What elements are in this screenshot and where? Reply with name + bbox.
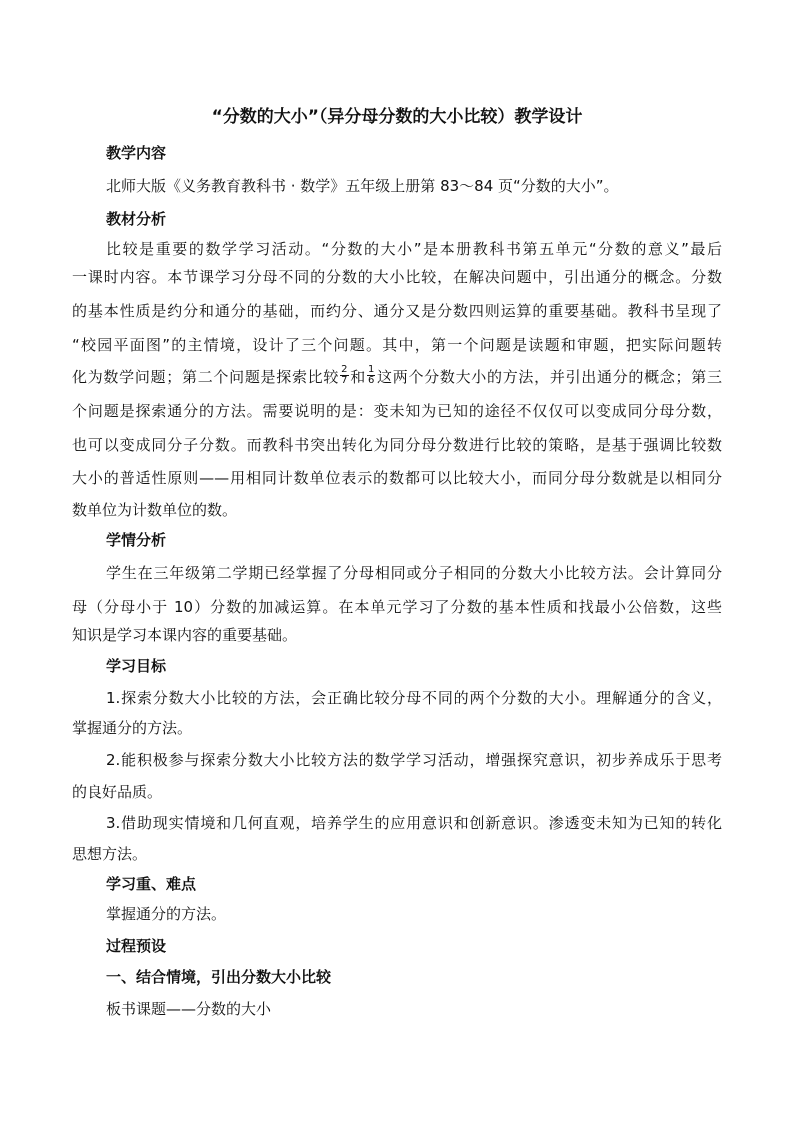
goal-line: 1.探索分数大小比较的方法，会正确比较分母不同的两个分数的大小。理解通分的含义， <box>106 689 722 707</box>
students-line: 学生在三年级第二学期已经掌握了分母相同或分子相同的分数大小比较方法。会计算同分 <box>106 564 722 582</box>
key-points-line: 掌握通分的方法。 <box>106 905 227 923</box>
material-line: 个问题是探索通分的方法。需要说明的是：变未知为已知的途径不仅仅可以变成同分母分数， <box>72 402 722 420</box>
heading-learning-goals: 学习目标 <box>106 657 167 675</box>
process-line: 板书课题——分数的大小 <box>106 1000 272 1018</box>
heading-process: 过程预设 <box>106 937 167 955</box>
goal-line: 3.借助现实情境和几何直观，培养学生的应用意识和创新意识。渗透变未知为已知的转化 <box>106 814 722 832</box>
material-line: “校园平面图”的主情境，设计了三个问题。其中，第一个问题是读题和审题，把实际问题转 <box>72 336 722 354</box>
fraction-numerator: 1 <box>367 364 375 375</box>
fraction <box>367 365 375 386</box>
goal-line: 思想方法。 <box>72 845 148 863</box>
fraction <box>340 365 348 386</box>
material-line-text: 这两个分数大小的方法，并引出通分的概念；第三 <box>376 368 722 386</box>
students-line: 母（分母小于 10）分数的加减运算。在本单元学习了分数的基本性质和找最小公倍数，这些 <box>72 598 722 616</box>
material-line: 数单位为计数单位的数。 <box>72 501 238 519</box>
document-title: “分数的大小”（异分母分数的大小比较）教学设计 <box>211 107 583 127</box>
heading-student-analysis: 学情分析 <box>106 531 167 549</box>
fraction-denominator: 6 <box>367 375 375 386</box>
goal-line: 的良好品质。 <box>72 783 163 801</box>
subheading-step-one: 一、结合情境，引出分数大小比较 <box>106 968 332 986</box>
material-line: 一课时内容。本节课学习分母不同的分数的大小比较，在解决问题中，引出通分的概念。分数 <box>72 268 722 286</box>
heading-key-points: 学习重、难点 <box>106 875 197 893</box>
material-line-with-fractions <box>72 364 722 388</box>
material-line: 的基本性质是约分和通分的基础，而约分、通分又是分数四则运算的重要基础。教科书呈现了 <box>72 302 722 320</box>
material-line-text: 和 <box>349 368 366 386</box>
material-line-text: 化为数学问题；第二个问题是探索比较 <box>72 368 340 386</box>
material-line: 比较是重要的数学学习活动。“分数的大小”是本册教科书第五单元“分数的意义”最后 <box>106 240 722 258</box>
fraction-numerator: 2 <box>341 364 348 375</box>
heading-material-analysis: 教材分析 <box>106 210 167 228</box>
goal-line: 2.能积极参与探索分数大小比较方法的数学学习活动，增强探究意识，初步养成乐于思考 <box>106 751 722 769</box>
material-line: 也可以变成同分子分数。而教科书突出转化为同分母分数进行比较的策略，是基于强调比较数 <box>72 436 722 454</box>
heading-teaching-content: 教学内容 <box>106 144 167 162</box>
fraction-denominator: 7 <box>341 375 348 386</box>
students-line: 知识是学习本课内容的重要基础。 <box>72 626 298 644</box>
material-line: 大小的普适性原则——用相同计数单位表示的数都可以比较大小，而同分母分数就是以相同分 <box>72 469 722 487</box>
goal-line: 掌握通分的方法。 <box>72 719 193 737</box>
content-line: 北师大版《义务教育教科书 · 数学》五年级上册第 83～84 页“分数的大小”。 <box>106 177 619 195</box>
